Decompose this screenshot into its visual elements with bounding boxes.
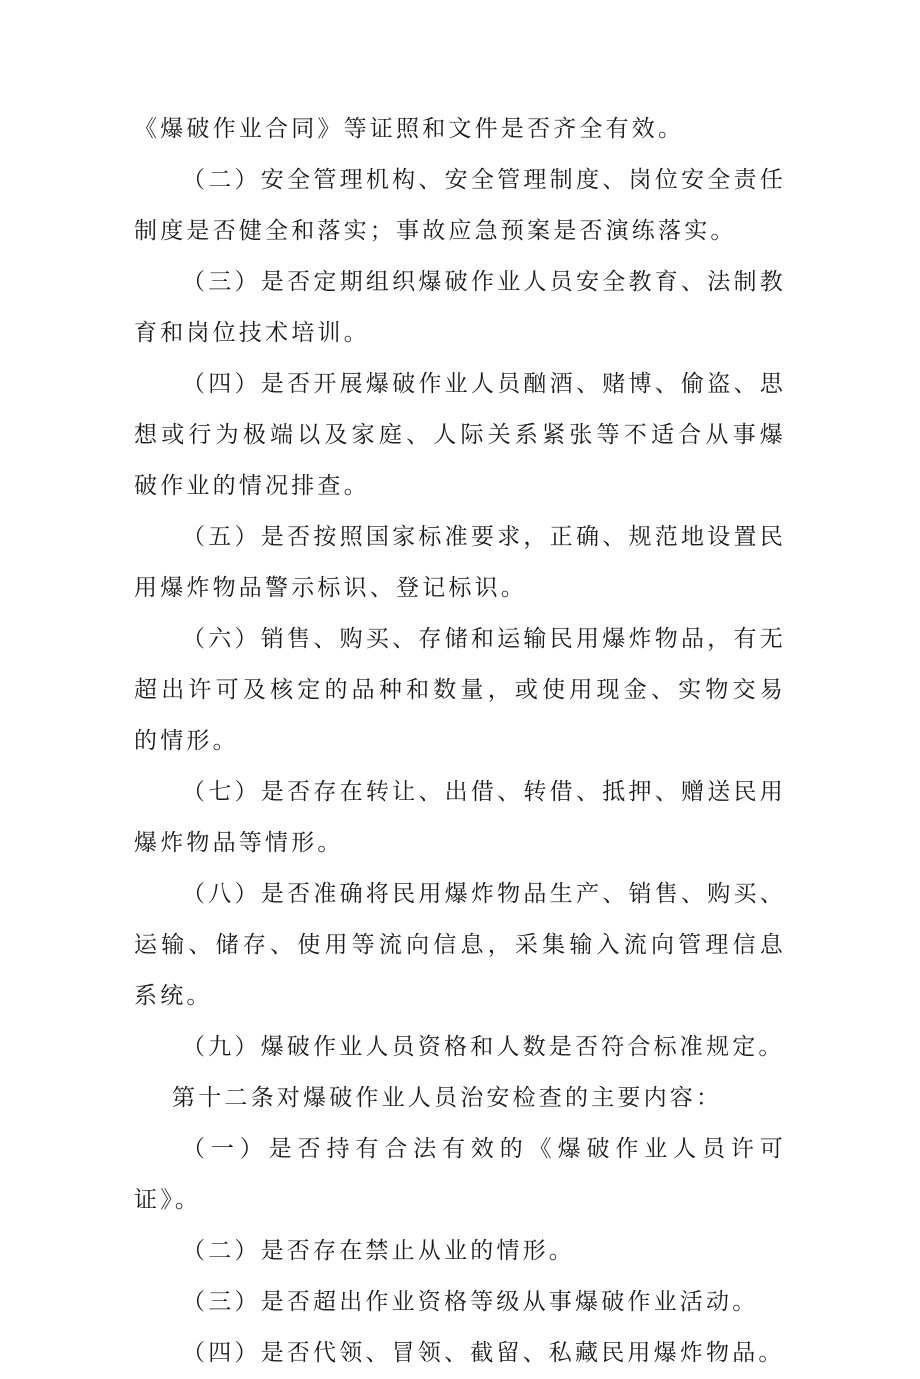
- article-12-heading: 第十二条对爆破作业人员治安检查的主要内容：: [172, 1085, 723, 1111]
- paragraph-item-6: （六）销售、购买、存储和运输民用爆炸物品，有无超出许可及核定的品种和数量，或使用现金、实物交易的情形。: [134, 626, 786, 754]
- paragraph-item-9: （九）爆破作业人员资格和人数是否符合标准规定。: [182, 1034, 785, 1060]
- article-12-item-1: （一）是否持有合法有效的《爆破作业人员许可证》。: [134, 1136, 786, 1213]
- article-12-item-3: （三）是否超出作业资格等级从事爆破作业活动。: [182, 1289, 759, 1315]
- document-body: [0, 104, 786, 1379]
- paragraph-item-4: （四）是否开展爆破作业人员酗酒、赌博、偷盗、思想或行为极端以及家庭、人际关系紧张等不适合从事爆破作业的情况排查。: [134, 371, 786, 499]
- paragraph-item-3: （三）是否定期组织爆破作业人员安全教育、法制教育和岗位技术培训。: [134, 269, 786, 346]
- article-12-item-4: （四）是否代领、冒领、截留、私藏民用爆炸物品。: [182, 1340, 785, 1366]
- paragraph-continuation: 《爆破作业合同》等证照和文件是否齐全有效。: [134, 116, 685, 142]
- paragraph-item-2: （二）安全管理机构、安全管理制度、岗位安全责任制度是否健全和落实；事故应急预案是否演练落实。: [134, 167, 786, 244]
- paragraph-item-8: （八）是否准确将民用爆炸物品生产、销售、购买、运输、储存、使用等流向信息，采集输入流向管理信息系统。: [134, 881, 786, 1009]
- paragraph-item-7: （七）是否存在转让、出借、转借、抵押、赠送民用爆炸物品等情形。: [134, 779, 786, 856]
- article-12-item-2: （二）是否存在禁止从业的情形。: [182, 1238, 575, 1264]
- paragraph-item-5: （五）是否按照国家标准要求，正确、规范地设置民用爆炸物品警示标识、登记标识。: [134, 524, 786, 601]
